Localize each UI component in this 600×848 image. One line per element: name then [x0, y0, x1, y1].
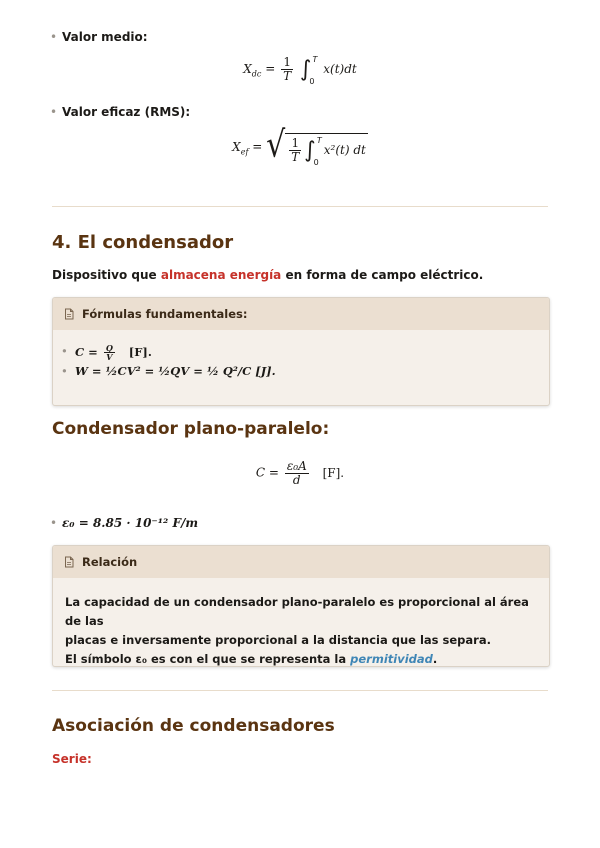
- callout-header: [53, 546, 549, 578]
- formula-xdc: $X_{dc}$ = $\frac{1}{T}$ ∫ T 0 x(t)dt: [243, 54, 357, 86]
- section-title-asociacion: Asociación de condensadores: [52, 716, 335, 736]
- document-icon: [63, 556, 75, 568]
- divider: [52, 206, 548, 207]
- link-permitividad[interactable]: permitividad: [350, 652, 433, 666]
- callout-formulas: [52, 297, 550, 406]
- bullet-valor-eficaz: [62, 105, 190, 119]
- bullet-label: Valor medio:: [62, 30, 148, 44]
- formula-plate-capacitor: C = $\frac{\text{ε₀A}}{d}$ [F].: [255, 459, 345, 487]
- bullet-valor-medio: [62, 30, 148, 44]
- section-title-condensador: 4. El condensador: [52, 232, 234, 253]
- label-serie: Serie:: [52, 752, 92, 766]
- bullet-epsilon: • ε₀ = 8.85 · 10⁻¹² F/m: [62, 516, 198, 530]
- callout-relacion: [52, 545, 550, 667]
- subsection-title-plano-paralelo: Condensador plano-paralelo:: [52, 419, 330, 439]
- formula-xef: $X_{ef}$ = √ $\frac{1}{T}$ ∫ T 0 x²(t) dt: [232, 124, 366, 167]
- relation-line-1: La capacidad de un condensador plano-paralelo es proporcional al área de las: [65, 595, 529, 628]
- divider: [52, 690, 548, 691]
- formula-item: • C = $\frac{Q}{V}$ [F].: [61, 343, 152, 363]
- bullet-label: Valor eficaz (RMS):: [62, 105, 191, 119]
- callout-title: Fórmulas fundamentales:: [82, 307, 248, 321]
- document-icon: [63, 308, 75, 320]
- highlight-almacena-energia: almacena energía: [160, 268, 282, 282]
- relation-line-2: placas e inversamente proporcional a la distancia que las separa.: [65, 633, 491, 647]
- formula-item: • W = ½CV² = ½QV = ½ Q²/C [J].: [61, 364, 276, 378]
- callout-header: [53, 298, 549, 330]
- section-intro: Dispositivo que almacena energía en forma de campo eléctrico.: [52, 268, 484, 282]
- callout-title: Relación: [82, 555, 138, 569]
- relation-line-3: El símbolo ε₀ es con el que se representa la permitividad.: [65, 652, 438, 666]
